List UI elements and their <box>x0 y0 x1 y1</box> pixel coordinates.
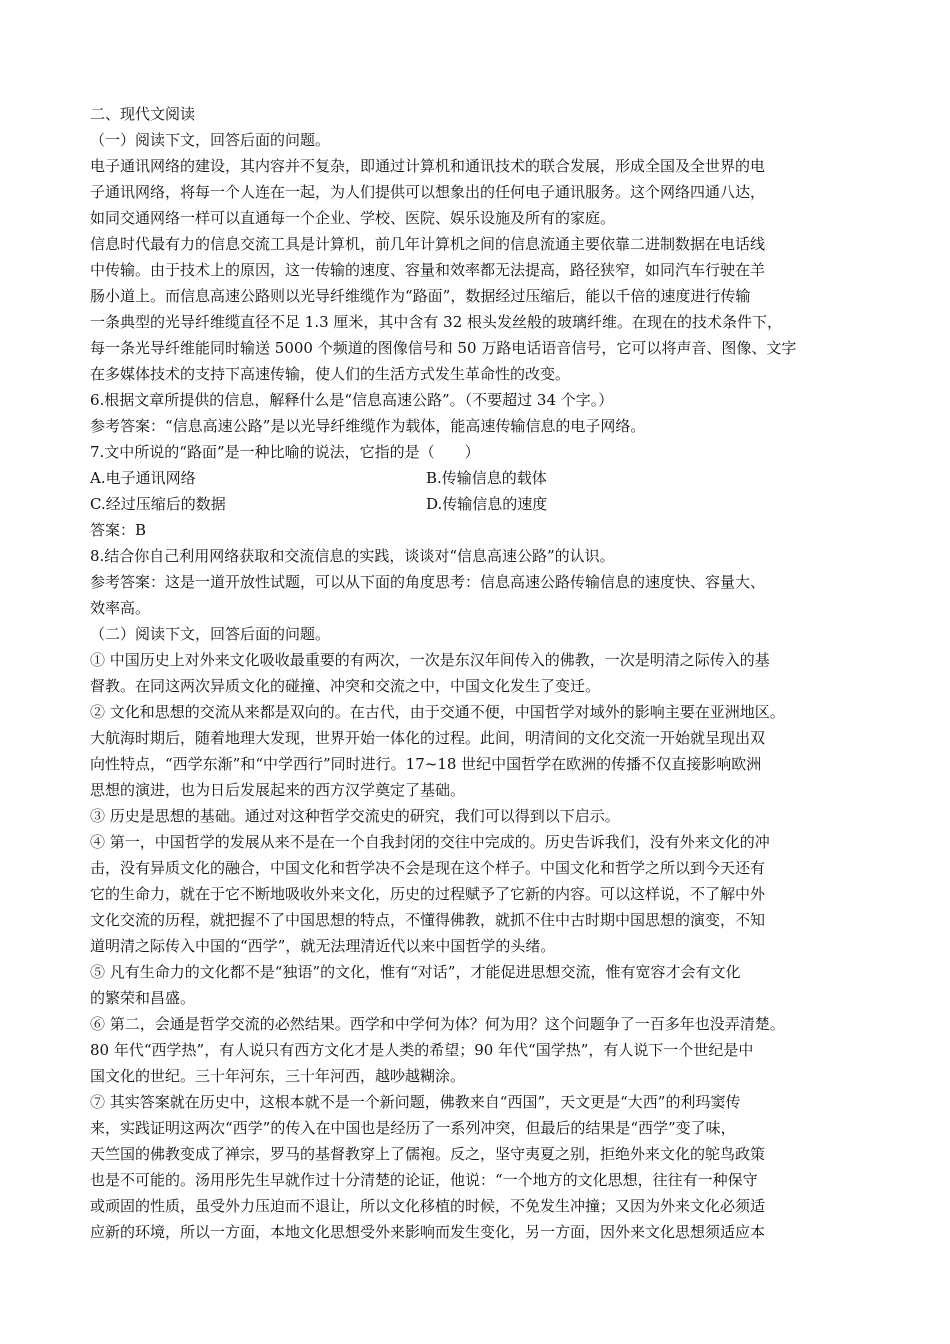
paragraph-line: 思想的演进，也为日后发展起来的西方汉学奠定了基础。 <box>90 781 466 799</box>
question-7-options-row-2 <box>90 491 865 517</box>
paragraph-line: ① 中国历史上对外来文化吸收最重要的有两次，一次是东汉年间传入的佛教，一次是明清之际传入的基 <box>90 651 770 669</box>
paragraph-line: 文化交流的历程，就把握不了中国思想的特点，不懂得佛教，就抓不住中古时期中国思想的演变，不知 <box>90 911 766 929</box>
option-a: A.电子通讯网络 <box>90 469 196 487</box>
text-line: 子通讯网络，将每一个人连在一起，为人们提供可以想象出的任何电子通讯服务。这个网络四通八达， <box>90 183 766 201</box>
paragraph-line: 天竺国的佛教变成了禅宗，罗马的基督教穿上了儒袍。反之，坚守夷夏之别，拒绝外来文化的鸵鸟政策 <box>90 1145 766 1163</box>
paragraph-line: 80 年代“西学热”，有人说只有西方文化才是人类的希望；90 年代“国学热”，有人说下一个世纪是中 <box>90 1041 754 1059</box>
paragraph-line: 道明清之际传入中国的“西学”，就无法理清近代以来中国哲学的头绪。 <box>90 937 556 955</box>
text-line: 中传输。由于技术上的原因，这一传输的速度、容量和效率都无法提高，路径狭窄，如同汽车行驶在羊 <box>90 261 766 279</box>
text-line: 一条典型的光导纤维缆直径不足 1.3 厘米，其中含有 32 根头发丝般的玻璃纤维。在现在的技术条件下， <box>90 313 783 331</box>
text-line: 电子通讯网络的建设，其内容并不复杂，即通过计算机和通讯技术的联合发展，形成全国及全世界的电 <box>90 157 766 175</box>
question-6: 6.根据文章所提供的信息，解释什么是“信息高速公路”。（不要超过 34 个字。） <box>90 391 614 409</box>
text-line: 在多媒体技术的支持下高速传输，使人们的生活方式发生革命性的改变。 <box>90 365 571 383</box>
text-line: 如同交通网络一样可以直通每一个企业、学校、医院、娱乐设施及所有的家庭。 <box>90 209 616 227</box>
paragraph-line: 来，实践证明这两次“西学”的传入在中国也是经历了一系列冲突，但最后的结果是“西学”变了味， <box>90 1119 736 1137</box>
paragraph-line: 督教。在同这两次异质文化的碰撞、冲突和交流之中，中国文化发生了变迁。 <box>90 677 601 695</box>
subsection-heading: （一）阅读下文，回答后面的问题。 <box>90 131 331 149</box>
paragraph-line: 国文化的世纪。三十年河东，三十年河西，越吵越糊涂。 <box>90 1067 466 1085</box>
option-b: B.传输信息的载体 <box>426 469 547 487</box>
paragraph-line: 大航海时期后，随着地理大发现，世界开始一体化的过程。此间，明清间的文化交流一开始就呈现出双 <box>90 729 766 747</box>
question-7: 7.文中所说的“路面”是一种比喻的说法，它指的是（ ） <box>90 443 480 461</box>
answer-6: 参考答案：“信息高速公路”是以光导纤维缆作为载体，能高速传输信息的电子网络。 <box>90 417 646 435</box>
text-line: 信息时代最有力的信息交流工具是计算机，前几年计算机之间的信息流通主要依靠二进制数据在电话线 <box>90 235 766 253</box>
answer-7: 答案：B <box>90 521 147 539</box>
paragraph-line: 它的生命力，就在于它不断地吸收外来文化，历史的过程赋予了它新的内容。可以这样说，不了解中外 <box>90 885 766 903</box>
passage-section-2 <box>90 621 865 1245</box>
question-8: 8.结合你自己利用网络获取和交流信息的实践，谈谈对“信息高速公路”的认识。 <box>90 547 615 565</box>
paragraph-line: 的繁荣和昌盛。 <box>90 989 196 1007</box>
text-line: 每一条光导纤维能同时输送 5000 个频道的图像信号和 50 万路电话语音信号，它可以将声音、图像、文字 <box>90 339 797 357</box>
paragraph-line: ⑥ 第二，会通是哲学交流的必然结果。西学和中学何为体？何为用？这个问题争了一百多年也没弄清楚。 <box>90 1015 785 1033</box>
text-line: 肠小道上。而信息高速公路则以光导纤维缆作为“路面”，数据经过压缩后，能以千倍的速度进行传输 <box>90 287 751 305</box>
option-c: C.经过压缩后的数据 <box>90 495 226 513</box>
paragraph-line: 向性特点，“西学东渐”和“中学西行”同时进行。17~18 世纪中国哲学在欧洲的传播不仅直接影响欧洲 <box>90 755 762 773</box>
subsection-heading: （二）阅读下文，回答后面的问题。 <box>90 625 331 643</box>
passage-section-1 <box>90 101 865 621</box>
question-7-options-row-1 <box>90 465 865 491</box>
paragraph-line: 也是不可能的。汤用彤先生早就作过十分清楚的论证，他说：“一个地方的文化思想，往往有一种保守 <box>90 1171 758 1189</box>
paragraph-line: ⑦ 其实答案就在历史中，这根本就不是一个新问题，佛教来自“西国”，天文更是“大西”的利玛窦传 <box>90 1093 741 1111</box>
paragraph-line: 应新的环境，所以一方面，本地文化思想受外来影响而发生变化，另一方面，因外来文化思想须适应本 <box>90 1223 766 1241</box>
answer-8: 参考答案：这是一道开放性试题，可以从下面的角度思考：信息高速公路传输信息的速度快、容量大、 <box>90 573 766 591</box>
paragraph-line: 或顽固的性质，虽受外力压迫而不退让，所以文化移植的时候，不免发生冲撞；又因为外来文化必须适 <box>90 1197 766 1215</box>
paragraph-line: ⑤ 凡有生命力的文化都不是“独语”的文化，惟有“对话”，才能促进思想交流，惟有宽容才会有文化 <box>90 963 741 981</box>
paragraph-line: ② 文化和思想的交流从来都是双向的。在古代，由于交通不便，中国哲学对域外的影响主要在亚洲地区。 <box>90 703 785 721</box>
document-page <box>90 101 865 1245</box>
paragraph-line: 击，没有异质文化的融合，中国文化和哲学决不会是现在这个样子。中国文化和哲学之所以到今天还有 <box>90 859 766 877</box>
section-heading: 二、现代文阅读 <box>90 105 196 123</box>
answer-8-cont: 效率高。 <box>90 599 151 617</box>
paragraph-line: ④ 第一，中国哲学的发展从来不是在一个自我封闭的交往中完成的。历史告诉我们，没有外来文化的冲 <box>90 833 770 851</box>
paragraph-line: ③ 历史是思想的基础。通过对这种哲学交流史的研究，我们可以得到以下启示。 <box>90 807 620 825</box>
option-d: D.传输信息的速度 <box>426 495 548 513</box>
